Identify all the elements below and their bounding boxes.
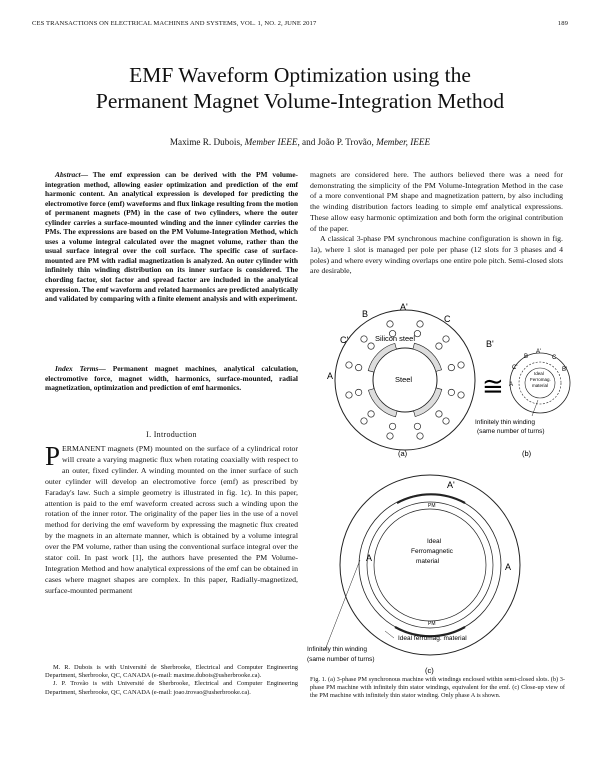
intro-text: ERMANENT magnets (PM) mounted on the surface of a cylindrical rotor will create a varying magnetic flux when rotating coaxially with respect to an outer, fixed cylinder. A winding mounted on the inner surface of such outer cylinder will develop an electromotive force (emf) as prescribed by Faraday's law. Such a simple geometry is illustrated in fig. 1c). In this paper, attention is paid to the emf waveform created across such a winding upon the rotation of the inner rotor. The originality of the paper lies in the use of a novel method for deriving the emf waveform by expressing the magnetic flux created by the magnets in an alternate manner, which is obtained by a volume integral over the PM volume, rather than using the conventional surface integral over the stator coil. In past work [1], the authors have presented the PM Volume-Integration Method and how analytical expressions of the emf can be obtained in cases where magnet shapes are complex. In this paper, Radially-magnetized, surface-mounted permanent — [45, 444, 298, 595]
index-terms-label: Index Terms— — [55, 364, 106, 373]
fig-c-pm-bottom: PM — [428, 621, 436, 627]
fig-label-b: (b) — [522, 449, 532, 458]
journal-name: CES TRANSACTIONS ON ELECTRICAL MACHINES AND SYSTEMS, VOL. 1, NO. 2, JUNE 2017 — [32, 20, 317, 27]
slot-conductor — [443, 336, 449, 342]
footnote-1: M. R. Dubois is with Université de Sherbrooke, Electrical and Computer Engineering Department, Sherbrooke, QC, CANADA (e-mail: maxime.dubois@usherbrooke.ca). — [45, 664, 298, 680]
footnote-2: J. P. Trovão is with Université de Sherbrooke, Electrical and Computer Engineering Department, Sherbrooke, QC, CANADA (e-mail: joao.trovao@usherbrooke.ca). — [45, 680, 298, 696]
abstract-label: Abstract— — [55, 170, 89, 179]
fig-b-ferro: Ferromag. — [530, 377, 551, 382]
fig-b-label-C-prime: C' — [512, 365, 518, 371]
slot-conductor — [361, 418, 367, 424]
fig-a-label-B: B — [362, 309, 369, 319]
running-header — [32, 20, 568, 27]
slot-conductor — [436, 343, 442, 349]
fig-a-label-A: A — [327, 371, 334, 381]
slot-conductor — [361, 336, 367, 342]
figure-1 — [300, 295, 575, 675]
right-column-text — [310, 170, 563, 277]
fig-c-ideal: Ideal — [427, 538, 442, 545]
fig-a-steel: Steel — [395, 375, 413, 384]
right-paragraph-1: magnets are considered here. The authors believed there was a need for demonstrating the simplicity of the PM Volume-Integration Method in the case of a more conventional PM shape and magnetization pattern, by also including the winding distribution factors leading to simple emf analytical expressions. These allow easy harmonic optimization and both form the original contribution of the paper. — [310, 170, 563, 233]
right-paragraph-2: A classical 3-phase PM synchronous machine configuration is shown in fig. 1a), where 1 slot is managed per pole per phase (12 slots for 3 phases and 4 poles) and where every winding overlaps one entire pole pitch. Semi-closed slots are desirable, — [310, 234, 563, 276]
slot-conductor — [355, 364, 361, 370]
fig-b-label-A-prime: A' — [536, 349, 542, 355]
fig-c-label-A-left: A — [366, 553, 373, 563]
fig-b-label-B: B — [524, 354, 529, 360]
author-separator: , and João P. Trovão, — [297, 137, 374, 147]
slot-conductor — [443, 418, 449, 424]
slot-conductor — [368, 343, 374, 349]
fig-c-pointer-left — [385, 631, 394, 638]
drop-cap: P — [45, 441, 61, 471]
author-1: Maxime R. Dubois, — [169, 137, 243, 147]
fig-a-silicon-steel: Silicon steel — [375, 334, 416, 343]
same-turns-label-2: (same number of turns) — [307, 656, 375, 663]
section-heading: I. Introduction — [146, 430, 197, 439]
fig-a-label-B-prime: B' — [486, 339, 494, 349]
slot-conductor — [387, 433, 393, 439]
fig-b-label-A: A — [509, 382, 514, 388]
same-turns-label-1: (same number of turns) — [477, 428, 545, 435]
fig-c-pm-top: PM — [428, 503, 436, 509]
author-line — [0, 137, 600, 147]
author-1-role: Member IEEE — [244, 137, 298, 147]
fig-c-label-A-right: A — [505, 562, 512, 572]
fig-c-machine — [325, 475, 520, 655]
index-terms-text: Permanent magnet machines, analytical calculation, electromotive force, magnet width, harmonics, surface-mounted, radial magnetization, optimization and prediction of emf harmonics. — [45, 364, 298, 393]
fig-label-a: (a) — [398, 449, 408, 458]
slot-conductor — [417, 433, 423, 439]
fig-c-magnet-outer — [367, 502, 493, 628]
abstract-text: The emf expression can be derived with the PM volume-integration method, allowing easier optimization and prediction of the emf harmonic content. An analytical expression is developed for predicting the electromotive force (emf) waveforms and flux linkage resulting from the motion of permanent magnets (PM) in the case of two cylinders, where the outer cylinder carries a surface-mounted winding and the inner cylinder carries the PMs. The expressions are based on the PM Volume-Integration Method, which uses a volume integral calculated over the magnet volume, rather than the usual surface integral over the coil surface. The specific case of surface-mounted are PM with radial magnetization is analyzed. An outer cylinder with infinitely thin winding distribution on its inner surface is considered. The chording factor, slot factor and spread factor are included in the analytical expression. The emf waveform and related harmonics are predicted analytically and validated by comparing with a finite element analysis and with experiment. — [45, 170, 298, 304]
intro-paragraph — [45, 441, 298, 597]
index-terms — [45, 364, 298, 393]
title-line-2: Permanent Magnet Volume-Integration Method — [95, 89, 505, 113]
thin-winding-label-1: Infinitely thin winding — [475, 419, 535, 426]
author-2-role: Member, IEEE — [376, 137, 431, 147]
slot-conductor — [448, 364, 454, 370]
slot-conductor — [355, 389, 361, 395]
fig-c-rotor — [374, 509, 486, 621]
fig-b-machine — [509, 349, 570, 416]
fig-c-pointer-winding — [325, 560, 360, 650]
approx-symbol: ≅ — [482, 371, 504, 401]
fig-a-machine — [327, 302, 494, 450]
fig-b-material: material — [532, 383, 549, 388]
figure-caption: Fig. 1. (a) 3-phase PM synchronous machine with windings enclosed within semi-closed slots. (b) 3-phase PM machine with infinitely thin stator windings, equivalent for the emf. (c) Close-up view of the PM machine with infinitely thin stator winding. Only phase A is shown. — [310, 676, 565, 700]
abstract — [45, 170, 298, 304]
paper-title — [0, 62, 600, 114]
slot-conductor — [346, 362, 352, 368]
fig-a-label-A-prime: A' — [400, 302, 408, 312]
fig-c-ideal-ferro-label: Ideal ferromag. material — [398, 635, 467, 642]
slot-conductor — [458, 392, 464, 398]
title-line-1: EMF Waveform Optimization using the — [129, 63, 471, 87]
slot-conductor — [436, 411, 442, 417]
slot-conductor — [448, 389, 454, 395]
slot-conductor — [346, 392, 352, 398]
fig-label-c: (c) — [425, 666, 434, 675]
slot-conductor — [458, 362, 464, 368]
page-number: 189 — [557, 20, 568, 27]
fig-a-label-C-prime: C' — [340, 335, 349, 345]
fig-c-stator-inner — [359, 494, 501, 636]
fig-b-label-C: C — [552, 355, 557, 361]
fig-a-label-C: C — [444, 314, 451, 324]
slot-conductor — [414, 330, 420, 336]
fig-b-label-B-prime: B' — [562, 367, 568, 373]
footnotes — [45, 664, 298, 697]
fig-c-material: material — [416, 558, 440, 565]
slot-conductor — [387, 321, 393, 327]
slot-conductor — [417, 321, 423, 327]
slot-conductor — [389, 423, 395, 429]
fig-c-label-A-prime: A' — [447, 480, 455, 490]
slot-conductor — [368, 411, 374, 417]
fig-c-ferro: Ferromagnetic — [411, 548, 453, 555]
fig-b-pointer — [532, 400, 538, 416]
fig-b-ideal: Ideal — [534, 371, 544, 376]
thin-winding-label-2: Infinitely thin winding — [307, 646, 367, 653]
slot-conductor — [414, 423, 420, 429]
